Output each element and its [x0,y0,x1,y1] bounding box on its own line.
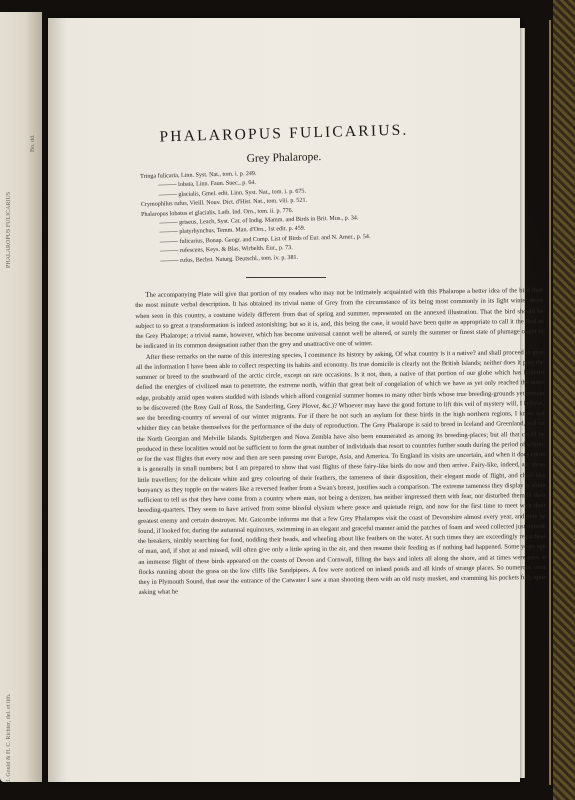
page [48,18,547,782]
synonymy-entry: ——— rufus, Bechst. Naturg. Deutschl., tom. iv. p. 381. [160,254,299,265]
synonymy-entry: Phalaropus lobatus et glacialis, Lath. Ind. Orn., tom. ii. p. 776. [141,207,294,218]
page-subtitle: Grey Phalarope. [246,151,322,165]
gilt-rule [549,20,551,785]
body-text [135,285,547,598]
synonymy-entry: ——— griseus, Leach, Syst. Cat. of Indig. Mamm. and Birds in Brit. Mus., p. 34. [159,215,359,227]
synonymy-entry: ——— glacialis, Gmel. edit. Linn. Syst. Nat., tom. i. p. 675. [158,188,307,199]
paragraph: The accompanying Plate will give that portion of my readers who may not be intimately acquainted with this Phalarope a better idea of the bird than the most minute verbal description. It has obtained its trivial name of Grey from the circumstance of its being most commonly in its light winter dress when seen in this country, a costume widely different from that of spring and summer, represented on the annexed illustration. That the bird should be subject to so great a transformation is indeed astonishing; but so it is, and, this being the case, it would have been quite as appropriate to call it the Red as the Grey Phalarope; a trivial name, however, which has become universal cannot well be altered, or surely the summer or finest state of plumage ought to be indicated in its common designation rather than the grey and unattractive one of winter. [135,287,544,351]
left-page-running-text: PHALAROPUS FULICARIUS [6,191,12,268]
synonymy-entry: ——— rufescens, Keys. & Blas. Wirbelth. Eur., p. 73. [159,245,293,255]
synonymy-entry: ——— platyrhynchus, Temm. Man. d'Orn., 1st edit. p. 459. [159,226,306,236]
left-page-imprint: J. Gould & H. C. Richter, del. et lith. [6,693,12,782]
page-title: PHALAROPUS FULICARIUS. [159,121,409,146]
left-page [0,12,42,782]
left-page-corner-mark: Bo. dd. [30,134,36,152]
gilt-edge [553,0,575,800]
synonymy-entry: Tringa fulicaria, Linn. Syst. Nat., tom. i. p. 249. [140,170,257,180]
synonymy-entry: ——— fulicarius, Bonap. Geogr. and Comp. List of Birds of Eur. and N. Amer., p. 54. [159,233,371,246]
synonymy-entry: ——— lobata, Linn. Faun. Suec., p. 64. [158,180,257,189]
synonymy-list [140,164,472,267]
section-divider [246,277,326,278]
synonymy-entry: Crymophilus rufus, Vieill. Nouv. Dict. d'Hist. Nat., tom. viii. p. 521. [140,197,308,209]
paragraph: After these remarks on the name of this interesting species, I commence its history by asking, Of what country is it a native? and shall proceed to give all the information I have been able to collect respecting its habits and economy. Its true domicile is clearly not the British Islands; neither does it pass the summer or breed to the southward of the arctic circle, except on rare occasions. Is it not, then, a native of that portion of our globe which has hitherto defied the energies of civilized man to penetrate, the extreme north, within that great belt of congelation of which we have as yet only reached the outer edge, probably amid open waters studded with islands which afford congenial summer homes to many other birds whose true breeding-grounds yet remain to be discovered (the Rosy Gull of Ross, the Sanderling, Grey Plover, &c.)? Whoever may have the good fortune to lift this veil of mystery will, I believe, see the breeding-country of several of our winter migrants. For if there be not such an asylum for these birds in the high northern regions, I know not whither they can betake themselves for the performance of the duty of reproduction. The Grey Phalarope is said to breed in Iceland and Greenland, and on the North Georgian and Melville Islands. Spitzbergen and Nova Zembla have also been enumerated as among its breeding-places; but all that could be produced in these localities would not be sufficient to form the great number of individuals that resort to countries further south during the period of winter, or for the vast flights that every now and then are seen passing over Europe, Asia, and America. To England its visits are uncertain, and when it does come it is generally in small numbers; but I am prepared to show that vast flights of these fairy-like birds do now and then arrive. Fairy-like, indeed, are these little travellers; for the delicate white and grey colouring of their feathers, the tameness of their disposition, their elegant mode of flight, and chaff-like buoyancy as they topple on the waters like a reversed feather from a Swan's breast, justifies such a comparison. The extreme tameness they display is alone sufficient to tell us that they have come from a country where man, not being a denizen, has neither impressed them with fear, nor disturbed them in their breeding-quarters. They seem to have arrived from some blissful elysium where peace and quietude reign, and now for the first time to meet with their greatest enemy and certain destroyer. Mr. Gatcombe informs me that a few Grey Phalaropes visit the coast of Devonshire almost every year, and may be found, if looked for, during the autumnal equinoxes, swimming in an elegant and graceful manner amid the patches of foam and weed collected just outside the breakers, nimbly searching for food, nodding their heads, and wheeling about like feathers on the water. At such times they are exceedingly regardless of man, and, if shot at and missed, will often give only a little spring in the air, and then resume their feeding as if nothing had happened. Some years ago an immense flight of these birds appeared on the coasts of Devon and Cornwall, filling the bays and inlets all along the shore, and at times were seen in flocks running about the grass on the low cliffs like Sandpipers. A few were noticed on inland ponds and all kinds of strange places. So numerous were they in Plymouth Sound, that near the entrance of the Catwater I saw a man shooting them with an old rusty musket, and cramming his pockets full; upon asking what he [135,348,547,597]
